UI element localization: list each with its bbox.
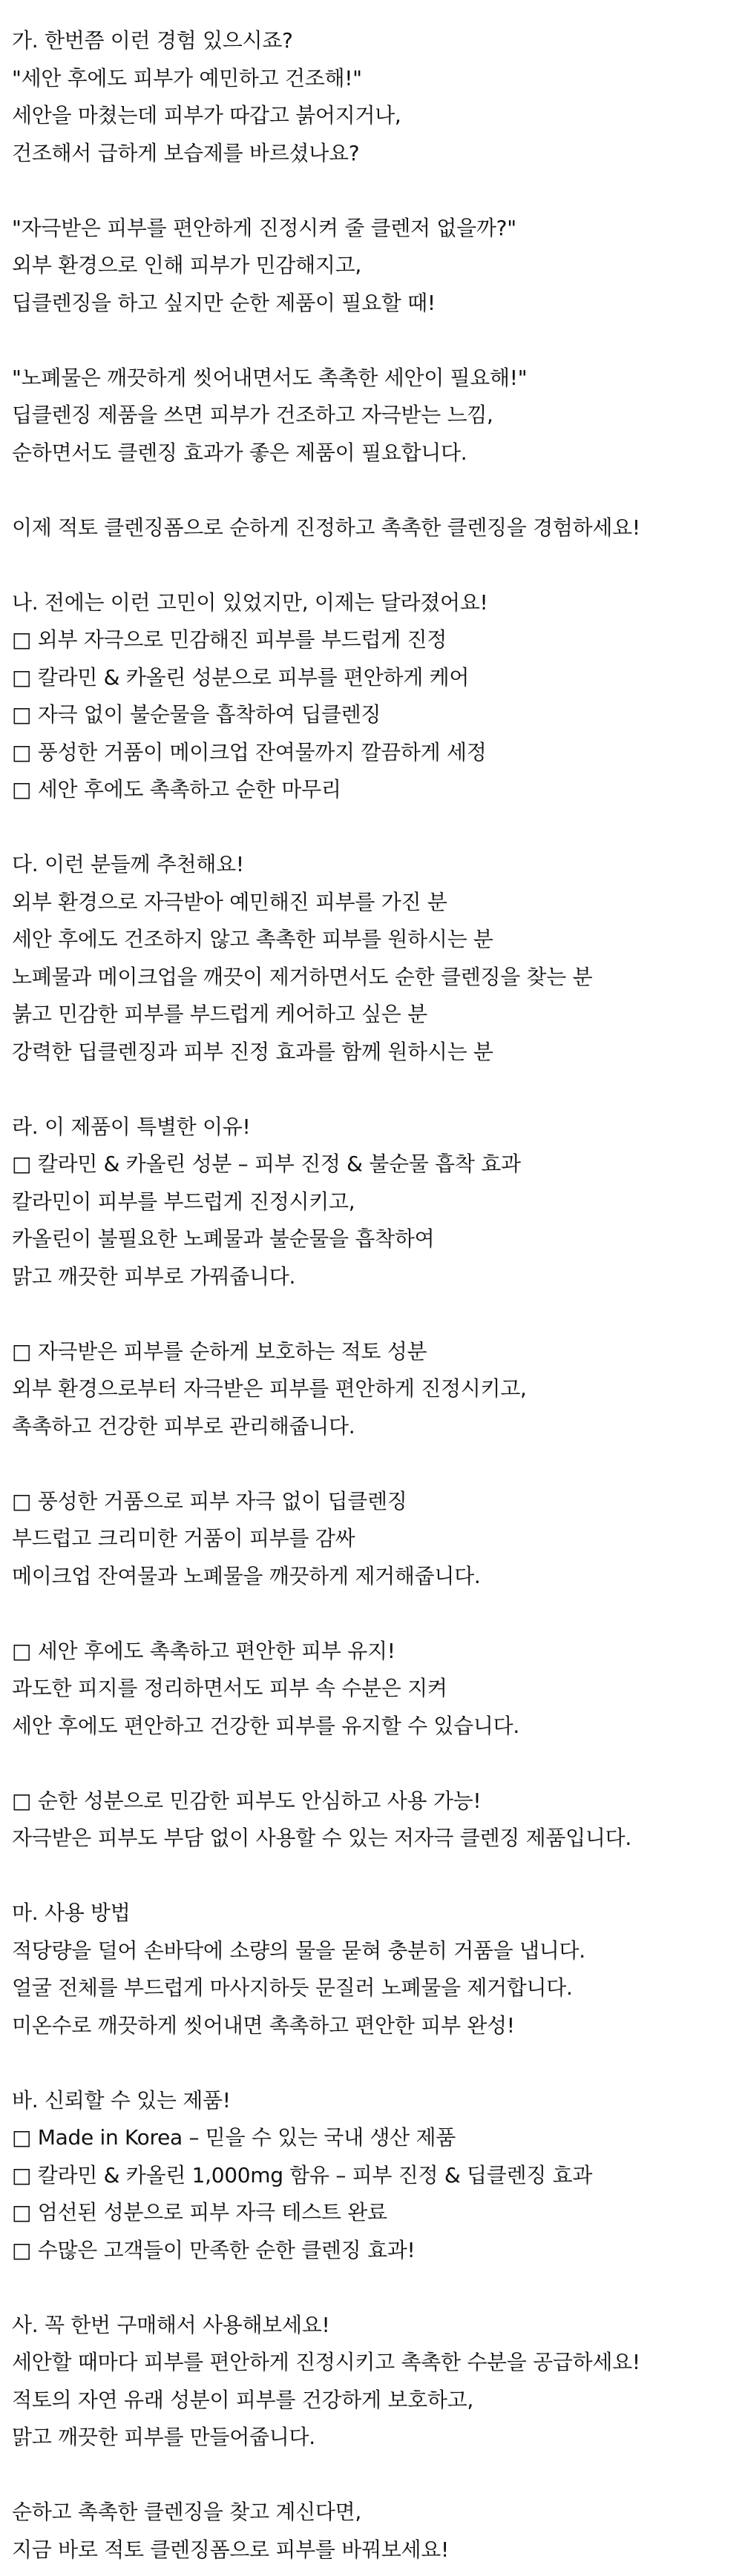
checklist-item: □ 외부 자극으로 민감해진 피부를 부드럽게 진정	[12, 627, 447, 652]
blank-line	[12, 472, 742, 509]
text-line: 미온수로 깨끗하게 씻어내면 촉촉하고 편안한 피부 완성!	[12, 2012, 515, 2038]
text-line: 순하고 촉촉한 클렌징을 찾고 계신다면,	[12, 2500, 361, 2524]
text-line: 세안 후에도 편안하고 건강한 피부를 유지할 수 있습니다.	[12, 1713, 520, 1738]
text-line: 강력한 딥클렌징과 피부 진정 효과를 함께 원하시는 분	[12, 1039, 493, 1064]
text-line: 적당량을 덜어 손바닥에 소량의 물을 묻혀 충분히 거품을 냅니다.	[12, 1938, 585, 1963]
text-line: 맑고 깨끗한 피부를 만들어줍니다.	[12, 2425, 315, 2449]
checklist-item: □ 순한 성분으로 민감한 피부도 안심하고 사용 가능!	[12, 1788, 482, 1813]
text-line: 붉고 민감한 피부를 부드럽게 케어하고 싶은 분	[12, 1002, 427, 1026]
text-line: 세안 후에도 건조하지 않고 촉촉한 피부를 원하시는 분	[12, 927, 493, 951]
blank-line	[12, 1071, 742, 1109]
checklist-item: □ 자극 없이 불순물을 흡착하여 딥클렌징	[12, 702, 381, 727]
blank-line	[12, 2044, 742, 2082]
section-heading: 나. 전에는 이런 고민이 있었지만, 이제는 달라졌어요!	[12, 589, 488, 615]
text-line: 얼굴 전체를 부드럽게 마사지하듯 문질러 노폐물을 제거합니다.	[12, 1975, 573, 2000]
text-line: "자극받은 피부를 편안하게 진정시켜 줄 클렌저 없을까?"	[12, 215, 516, 240]
text-line: 건조해서 급하게 보습제를 바르셨나요?	[12, 140, 360, 165]
blank-line	[12, 546, 742, 584]
text-line: 외부 환경으로부터 자극받은 피부를 편안하게 진정시키고,	[12, 1376, 527, 1401]
blank-line	[12, 1745, 742, 1783]
blank-line	[12, 2457, 742, 2494]
text-line: 자극받은 피부도 부담 없이 사용할 수 있는 저자극 클렌징 제품입니다.	[12, 1826, 631, 1850]
text-line: 세안할 때마다 피부를 편안하게 진정시키고 촉촉한 수분을 공급하세요!	[12, 2350, 640, 2374]
section-heading: 사. 꼭 한번 구매해서 사용해보세요!	[12, 2312, 330, 2337]
blank-line	[12, 322, 742, 360]
text-line: 세안을 마쳤는데 피부가 따갑고 붉어지거나,	[12, 103, 401, 128]
checklist-item: □ 칼라민 & 카올린 성분 – 피부 진정 & 불순물 흡착 효과	[12, 1152, 521, 1176]
text-line: "세안 후에도 피부가 예민하고 건조해!"	[12, 65, 362, 90]
checklist-item: □ Made in Korea – 믿을 수 있는 국내 생산 제품	[12, 2125, 456, 2150]
checklist-item: □ 자극받은 피부를 순하게 보호하는 적토 성분	[12, 1338, 427, 1364]
text-line: 노폐물과 메이크업을 깨끗이 제거하면서도 순한 클렌징을 찾는 분	[12, 964, 593, 989]
checklist-item: □ 수많은 고객들이 만족한 순한 클렌징 효과!	[12, 2237, 416, 2262]
section-heading: 가. 한번쯤 이런 경험 있으시죠?	[12, 28, 293, 53]
text-line: 카올린이 불필요한 노폐물과 불순물을 흡착하여	[12, 1226, 435, 1251]
text-line: 부드럽고 크리미한 거품이 피부를 감싸	[12, 1526, 355, 1550]
text-line: 순하면서도 클렌징 효과가 좋은 제품이 필요합니다.	[12, 440, 467, 465]
blank-line	[12, 1595, 742, 1633]
blank-line	[12, 1445, 742, 1483]
text-line: "노폐물은 깨끗하게 씻어내면서도 촉촉한 세안이 필요해!"	[12, 365, 528, 390]
text-line: 외부 환경으로 자극받아 예민해진 피부를 가진 분	[12, 889, 447, 914]
text-line: 지금 바로 적토 클렌징폼으로 피부를 바꿔보세요!	[12, 2537, 449, 2562]
text-line: 적토의 자연 유래 성분이 피부를 건강하게 보호하고,	[12, 2387, 473, 2412]
checklist-item: □ 세안 후에도 촉촉하고 편안한 피부 유지!	[12, 1638, 395, 1663]
text-line: 맑고 깨끗한 피부로 가꿔줍니다.	[12, 1264, 296, 1289]
text-line: 메이크업 잔여물과 노폐물을 깨끗하게 제거해줍니다.	[12, 1563, 481, 1588]
section-heading: 마. 사용 방법	[12, 1900, 131, 1925]
text-line: 칼라민이 피부를 부드럽게 진정시키고,	[12, 1189, 355, 1214]
blank-line	[12, 1857, 742, 1895]
blank-line	[12, 172, 742, 210]
checklist-item: □ 칼라민 & 카올린 1,000mg 함유 – 피부 진정 & 딥클렌징 효과	[12, 2162, 593, 2187]
blank-line	[12, 809, 742, 847]
blank-line	[12, 1295, 742, 1333]
text-line: 촉촉하고 건강한 피부로 관리해줍니다.	[12, 1413, 355, 1439]
section-heading: 라. 이 제품이 특별한 이유!	[12, 1114, 251, 1139]
checklist-item: □ 풍성한 거품으로 피부 자극 없이 딥클렌징	[12, 1488, 407, 1513]
section-heading: 바. 신뢰할 수 있는 제품!	[12, 2087, 231, 2113]
checklist-item: □ 엄선된 성분으로 피부 자극 테스트 완료	[12, 2200, 387, 2225]
blank-line	[12, 2269, 742, 2307]
text-line: 외부 환경으로 인해 피부가 민감해지고,	[12, 253, 361, 277]
section-heading: 다. 이런 분들께 추천해요!	[12, 852, 244, 876]
text-line: 이제 적토 클렌징폼으로 순하게 진정하고 촉촉한 클렌징을 경험하세요!	[12, 515, 640, 540]
text-line: 딥클렌징을 하고 싶지만 순한 제품이 필요할 때!	[12, 290, 436, 315]
text-line: 딥클렌징 제품을 쓰면 피부가 건조하고 자극받는 느낌,	[12, 403, 493, 427]
text-line: 과도한 피지를 정리하면서도 피부 속 수분은 지켜	[12, 1676, 447, 1700]
checklist-item: □ 칼라민 & 카올린 성분으로 피부를 편안하게 케어	[12, 664, 470, 690]
checklist-item: □ 풍성한 거품이 메이크업 잔여물까지 깔끔하게 세정	[12, 739, 487, 764]
checklist-item: □ 세안 후에도 촉촉하고 순한 마무리	[12, 777, 341, 802]
